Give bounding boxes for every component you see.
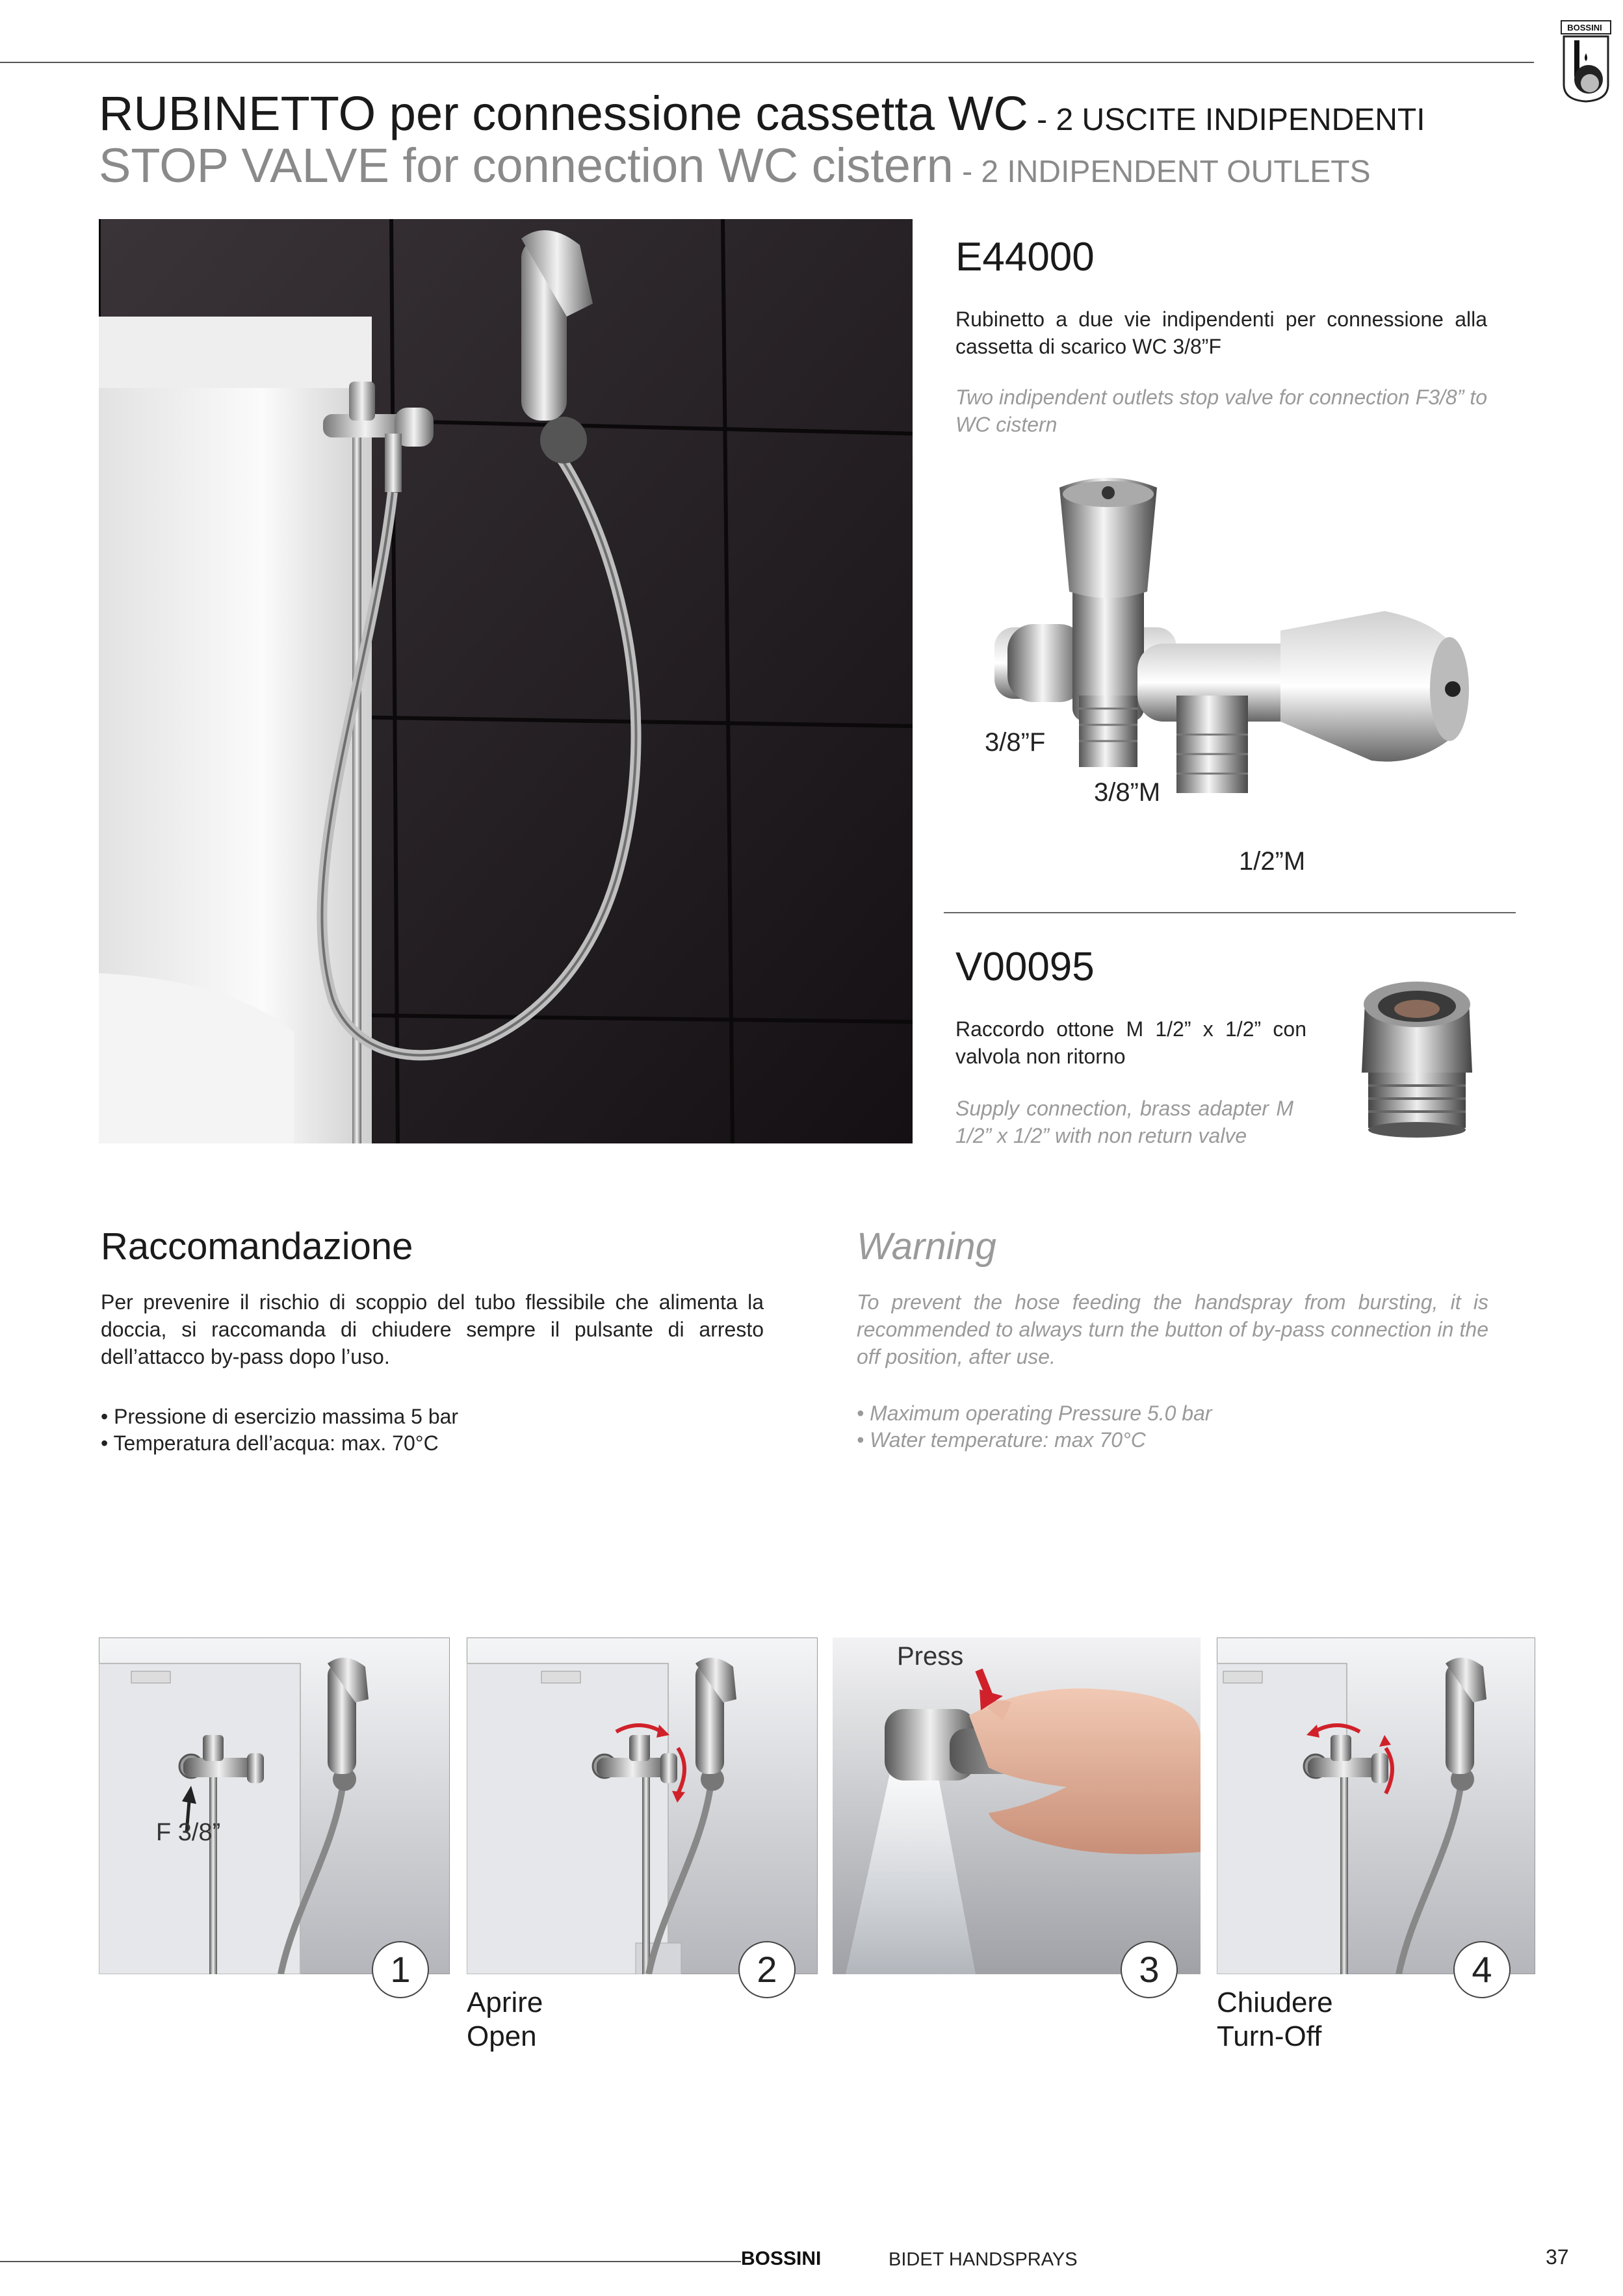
step-2-label-en: Open <box>467 2020 537 2052</box>
page-title-en: STOP VALVE for connection WC cistern - 2 INDIPENDENT OUTLETS <box>99 138 1371 192</box>
product-code-v00095: V00095 <box>955 945 1095 989</box>
spec-temperature-en: • Water temperature: max 70°C <box>857 1428 1146 1452</box>
dim-label-3-8-f: 3/8”F <box>985 728 1046 757</box>
step-2-label-it: Aprire <box>467 1987 543 2018</box>
step-1-image <box>99 1637 450 1974</box>
step-4-label-it: Chiudere <box>1217 1987 1333 2018</box>
step-2-image <box>467 1637 818 1974</box>
stop-valve-image <box>994 475 1475 839</box>
step-1-callout: F 3/8” <box>156 1819 221 1846</box>
product-desc-en: Two indipendent outlets stop valve for connection F3/8” to WC cistern <box>955 385 1487 436</box>
product-desc-it: Rubinetto a due vie indipendenti per connessione alla cassetta di scarico WC 3/8”F <box>955 307 1487 358</box>
step-2-number: 2 <box>738 1941 796 1998</box>
product-divider <box>944 912 1516 913</box>
recommendation-text: Per prevenire il rischio di scoppio del tubo flessibile che alimenta la doccia, si raccomanda di chiudere sempre il pulsante di arresto dell’attacco by-pass dopo l’uso. <box>101 1290 764 1368</box>
step-4-label-en: Turn-Off <box>1217 2020 1322 2052</box>
brass-adapter-image <box>1352 975 1482 1144</box>
step-3-number: 3 <box>1121 1941 1178 1998</box>
header-rule <box>0 62 1534 63</box>
footer-category: BIDET HANDSPRAYS <box>889 2249 1078 2270</box>
recommendation-title: Raccomandazione <box>101 1225 413 1268</box>
product-desc-en: Supply connection, brass adapter M 1/2” x 1/2” with non return valve <box>955 1097 1293 1147</box>
svg-text:BOSSINI: BOSSINI <box>1567 23 1602 33</box>
warning-title: Warning <box>857 1225 996 1268</box>
page-title-it: RUBINETTO per connessione cassetta WC - 2 USCITE INDIPENDENTI <box>99 86 1425 140</box>
spec-temperature: • Temperatura dell’acqua: max. 70°C <box>101 1431 439 1455</box>
step-3-image <box>833 1637 1201 1974</box>
spec-pressure: • Pressione di esercizio massima 5 bar <box>101 1405 459 1428</box>
spec-pressure-en: • Maximum operating Pressure 5.0 bar <box>857 1402 1212 1425</box>
page-number: 37 <box>1546 2245 1569 2269</box>
installation-photo <box>99 219 913 1143</box>
product-desc-it: Raccordo ottone M 1/2” x 1/2” con valvola non ritorno <box>955 1017 1306 1068</box>
footer-rule <box>0 2261 741 2262</box>
bossini-logo <box>1560 20 1612 103</box>
recommendation-specs <box>101 1403 751 1457</box>
dim-label-3-8-m: 3/8”M <box>1094 778 1161 807</box>
step-1-number: 1 <box>372 1941 429 1998</box>
footer-brand: BOSSINI <box>741 2248 822 2269</box>
warning-text: To prevent the hose feeding the handspray from bursting, it is recommended to always turn the button of by-pass connection in the off position, after use. <box>857 1290 1488 1368</box>
step-3-callout: Press <box>897 1642 964 1671</box>
warning-specs <box>857 1400 1507 1454</box>
dim-label-1-2-m: 1/2”M <box>1239 847 1306 876</box>
step-4-image <box>1217 1637 1535 1974</box>
product-code-e44000: E44000 <box>955 235 1095 280</box>
step-4-number: 4 <box>1453 1941 1511 1998</box>
